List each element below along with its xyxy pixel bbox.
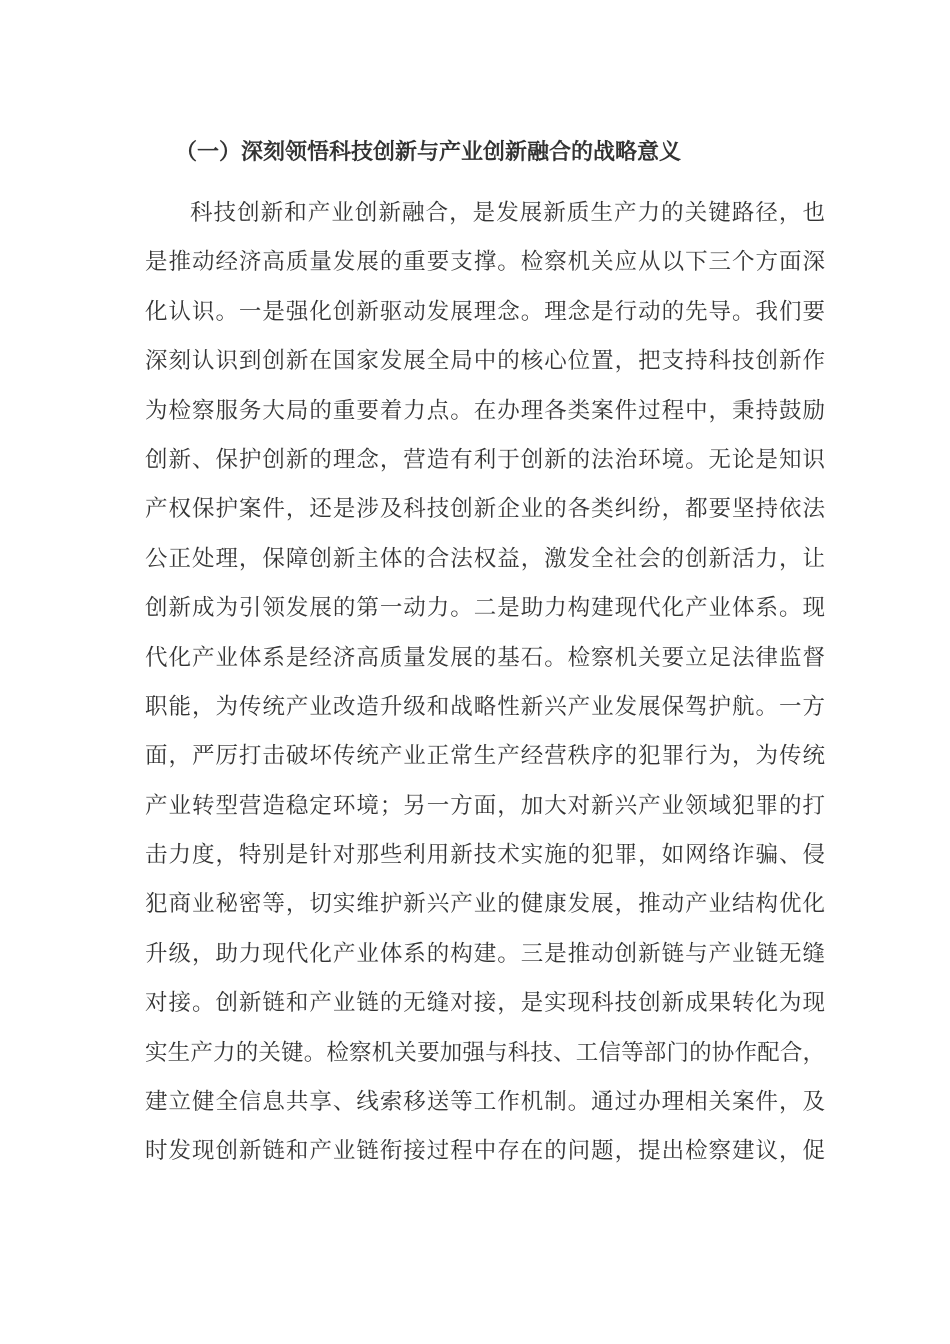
paragraph-line: 为检察服务大局的重要着力点。在办理各类案件过程中，秉持鼓励	[145, 397, 825, 424]
section-heading: （一）深刻领悟科技创新与产业创新融合的战略意义	[175, 140, 682, 165]
paragraph-line: 科技创新和产业创新融合，是发展新质生产力的关键路径，也	[190, 200, 825, 226]
paragraph-line: 产权保护案件，还是涉及科技创新企业的各类纠纷，都要坚持依法	[145, 496, 825, 523]
paragraph-line: 击力度，特别是针对那些利用新技术实施的犯罪，如网络诈骗、侵	[145, 842, 825, 869]
paragraph-line: 建立健全信息共享、线索移送等工作机制。通过办理相关案件，及	[145, 1089, 825, 1116]
paragraph-line: 面，严厉打击破坏传统产业正常生产经营秩序的犯罪行为，为传统	[145, 743, 825, 770]
paragraph-line: 职能，为传统产业改造升级和战略性新兴产业发展保驾护航。一方	[145, 693, 825, 720]
body-paragraph	[145, 193, 825, 1181]
paragraph-line: 创新、保护创新的理念，营造有利于创新的法治环境。无论是知识	[145, 446, 825, 473]
paragraph-line: 犯商业秘密等，切实维护新兴产业的健康发展，推动产业结构优化	[145, 891, 825, 918]
paragraph-line: 化认识。一是强化创新驱动发展理念。理念是行动的先导。我们要	[145, 298, 825, 325]
paragraph-line: 深刻认识到创新在国家发展全局中的核心位置，把支持科技创新作	[145, 348, 825, 375]
paragraph-line: 代化产业体系是经济高质量发展的基石。检察机关要立足法律监督	[145, 644, 825, 671]
paragraph-line: 时发现创新链和产业链衔接过程中存在的问题，提出检察建议，促	[145, 1138, 825, 1165]
paragraph-line: 是推动经济高质量发展的重要支撑。检察机关应从以下三个方面深	[145, 249, 825, 276]
paragraph-line: 创新成为引领发展的第一动力。二是助力构建现代化产业体系。现	[145, 595, 825, 622]
paragraph-line: 公正处理，保障创新主体的合法权益，激发全社会的创新活力，让	[145, 545, 825, 572]
paragraph-line: 对接。创新链和产业链的无缝对接，是实现科技创新成果转化为现	[145, 990, 825, 1017]
paragraph-line: 产业转型营造稳定环境；另一方面，加大对新兴产业领域犯罪的打	[145, 792, 825, 819]
paragraph-line: 升级，助力现代化产业体系的构建。三是推动创新链与产业链无缝	[145, 940, 825, 967]
paragraph-line: 实生产力的关键。检察机关要加强与科技、工信等部门的协作配合，	[145, 1039, 825, 1066]
